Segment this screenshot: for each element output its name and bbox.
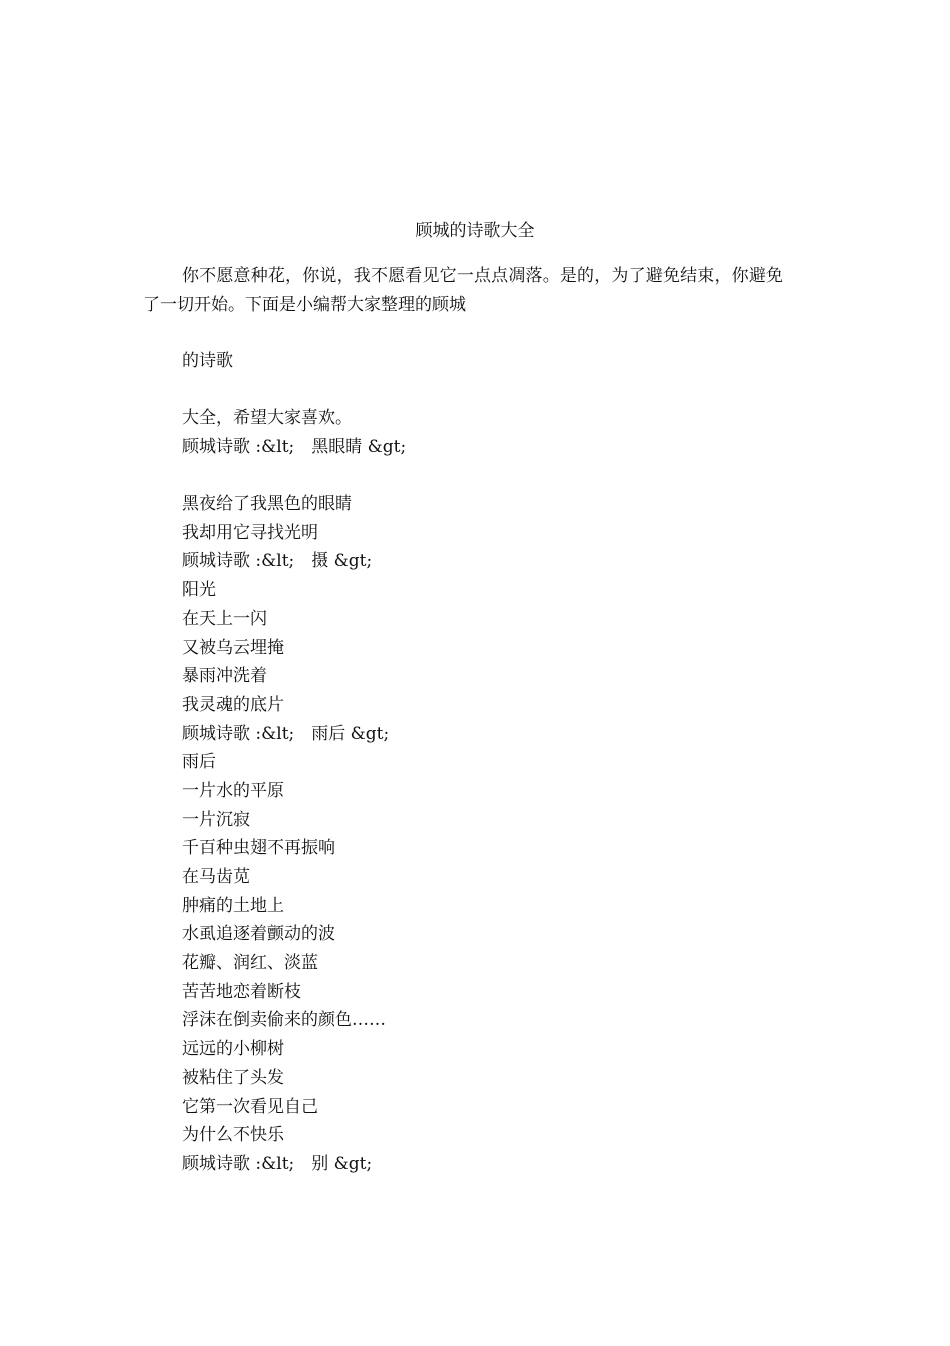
intro-continuation: 的诗歌 (182, 351, 233, 371)
text-line: 黑夜给了我黑色的眼睛 (182, 494, 352, 515)
text-line: 在马齿苋 (182, 867, 250, 887)
text-line: 又被乌云埋掩 (182, 637, 284, 658)
text-line: 顾城诗歌 :&lt; 黑眼睛 &gt; (182, 436, 407, 457)
text-line: 千百种虫翅不再振响 (182, 838, 335, 859)
text-line: 顾城诗歌 :&lt; 雨后 &gt; (182, 723, 390, 744)
blank-line (182, 461, 782, 490)
text-line: 浮沫在倒卖偷来的颜色…… (182, 1010, 386, 1031)
text-line: 阳光 (182, 580, 216, 601)
text-line: 花瓣、润红、淡蓝 (182, 953, 318, 974)
poem-lines (182, 404, 782, 1179)
text-line: 水虱追逐着颤动的波 (182, 924, 335, 945)
text-line: 我却用它寻找光明 (182, 522, 318, 543)
text-line: 暴雨冲洗着 (182, 666, 267, 687)
text-line: 顾城诗歌 :&lt; 摄 &gt; (182, 551, 373, 572)
text-line: 大全，希望大家喜欢。 (182, 408, 352, 428)
text-line: 我灵魂的底片 (182, 694, 284, 715)
text-line: 在天上一闪 (182, 608, 267, 629)
text-line: 远远的小柳树 (182, 1039, 284, 1060)
text-line: 顾城诗歌 :&lt; 别 &gt; (182, 1153, 373, 1174)
text-line: 苦苦地恋着断枝 (182, 981, 301, 1002)
text-line: 它第一次看见自己 (182, 1096, 318, 1117)
text-line: 一片沉寂 (182, 809, 250, 830)
document-title: 顾城的诗歌大全 (415, 221, 535, 241)
text-line: 为什么不快乐 (182, 1125, 284, 1146)
text-line: 雨后 (182, 752, 216, 773)
intro-paragraph: 你不愿意种花，你说，我不愿看见它一点点凋落。是的，为了避免结束，你避免了一切开始。下面是小编帮大家整理的顾城 (143, 266, 783, 315)
text-line: 一片水的平原 (182, 780, 284, 801)
text-line: 被粘住了头发 (182, 1067, 284, 1088)
text-line: 肿痛的土地上 (182, 895, 284, 916)
